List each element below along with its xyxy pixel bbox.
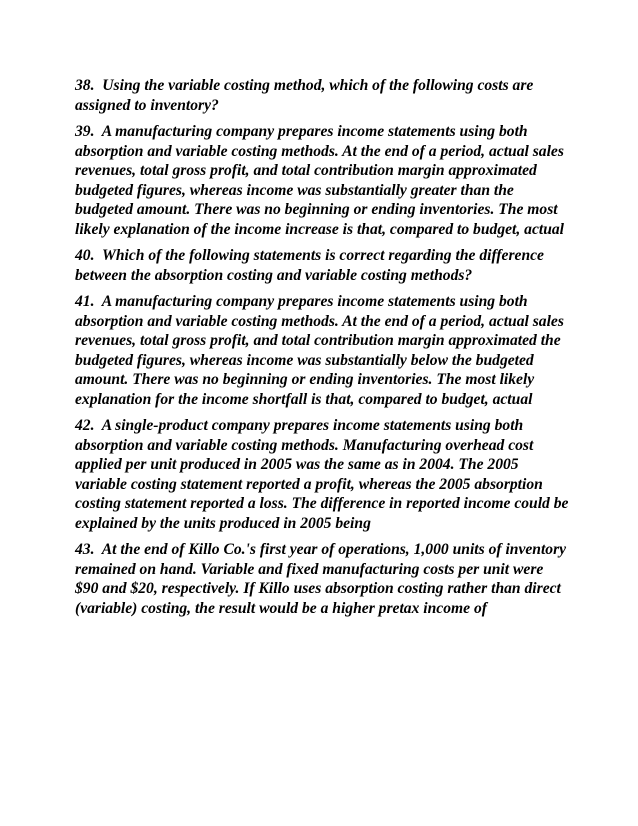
- question-text: A manufacturing company prepares income statements using both absorption and variable costing methods. At the end of a period, actual sales revenues, total gross profit, and total contribution margin approximated the budgeted figures, whereas income was substantially below the budgeted amount. There was no beginning or ending inventories. The most likely explanation for the income shortfall is that, compared to budget, actual: [75, 293, 564, 408]
- question-number: 43.: [75, 541, 95, 558]
- question-number: 41.: [75, 293, 95, 310]
- question-number: 38.: [75, 77, 95, 94]
- question-text: Using the variable costing method, which of the following costs are assigned to inventory?: [75, 77, 534, 114]
- question-text: At the end of Killo Co.'s first year of operations, 1,000 units of inventory remained on hand. Variable and fixed manufacturing costs per unit were $90 and $20, respectively. If Killo uses absorption costing rather than direct (variable) costing, the result would be a higher pretax income of: [75, 541, 567, 617]
- question-40: [75, 246, 570, 285]
- question-text: A manufacturing company prepares income statements using both absorption and variable costing methods. At the end of a period, actual sales revenues, total gross profit, and total contribution margin approximated budgeted figures, whereas income was substantially greater than the budgeted amount. There was no beginning or ending inventories. The most likely explanation of the income increase is that, compared to budget, actual: [75, 123, 565, 238]
- question-42: [75, 416, 570, 533]
- question-number: 42.: [75, 417, 95, 434]
- question-43: [75, 540, 570, 618]
- question-number: 39.: [75, 123, 95, 140]
- question-41: [75, 292, 570, 409]
- question-number: 40.: [75, 247, 95, 264]
- question-text: Which of the following statements is correct regarding the difference between the absorption costing and variable costing methods?: [75, 247, 544, 284]
- question-text: A single-product company prepares income statements using both absorption and variable costing methods. Manufacturing overhead cost applied per unit produced in 2005 was the same as in 2004. The 2005 variable costing statement reported a profit, whereas the 2005 absorption costing statement reported a loss. The difference in reported income could be explained by the units produced in 2005 being: [75, 417, 569, 532]
- question-38: [75, 76, 570, 115]
- question-39: [75, 122, 570, 239]
- question-list: [75, 76, 570, 625]
